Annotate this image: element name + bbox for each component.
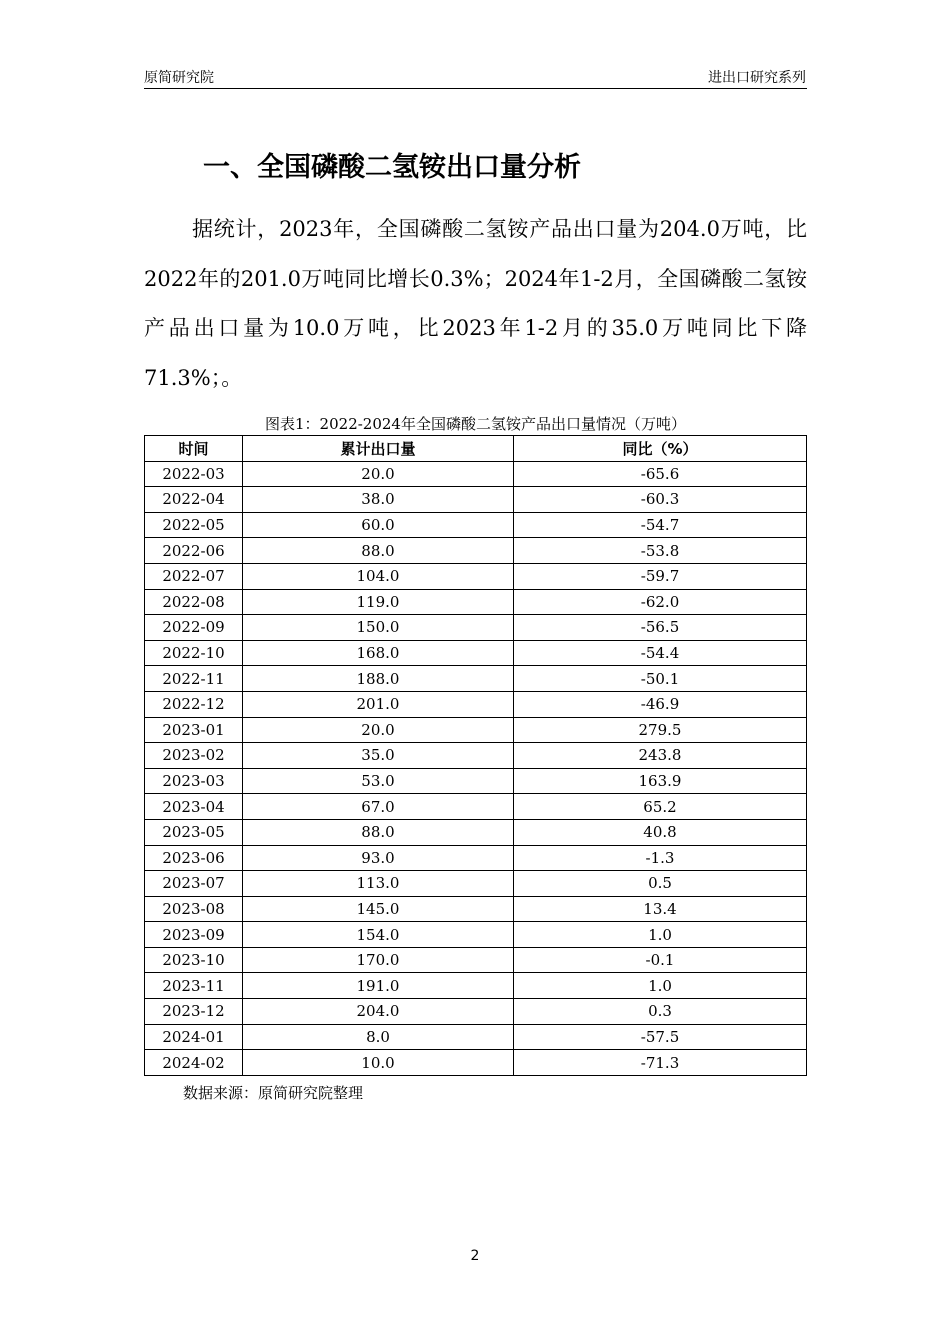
cell-cumulative-export: 93.0: [243, 845, 514, 871]
header-org-name: 原简研究院: [144, 70, 214, 86]
cell-yoy: -1.3: [514, 845, 807, 871]
cell-cumulative-export: 35.0: [243, 743, 514, 769]
cell-yoy: -71.3: [514, 1050, 807, 1076]
table-row: [145, 691, 807, 717]
cell-time: 2023-09: [145, 922, 243, 948]
table-row: [145, 896, 807, 922]
cell-time: 2022-04: [145, 487, 243, 513]
cell-time: 2023-08: [145, 896, 243, 922]
cell-cumulative-export: 204.0: [243, 999, 514, 1025]
cell-cumulative-export: 20.0: [243, 717, 514, 743]
table-caption: 图表1：2022-2024年全国磷酸二氢铵产品出口量情况（万吨）: [265, 415, 686, 433]
cell-time: 2022-08: [145, 589, 243, 615]
cell-yoy: -0.1: [514, 947, 807, 973]
header-series-name: 进出口研究系列: [708, 70, 806, 86]
table-row: [145, 1050, 807, 1076]
table-row: [145, 640, 807, 666]
column-header-yoy: 同比（%）: [514, 436, 807, 462]
cell-yoy: 0.5: [514, 871, 807, 897]
table-header-row: [145, 436, 807, 462]
cell-yoy: 13.4: [514, 896, 807, 922]
cell-cumulative-export: 170.0: [243, 947, 514, 973]
table-row: [145, 973, 807, 999]
cell-cumulative-export: 201.0: [243, 691, 514, 717]
cell-time: 2023-11: [145, 973, 243, 999]
cell-yoy: 1.0: [514, 973, 807, 999]
cell-cumulative-export: 150.0: [243, 615, 514, 641]
cell-yoy: 0.3: [514, 999, 807, 1025]
cell-time: 2022-12: [145, 691, 243, 717]
table-row: [145, 538, 807, 564]
cell-time: 2023-02: [145, 743, 243, 769]
cell-yoy: 1.0: [514, 922, 807, 948]
cell-time: 2022-05: [145, 512, 243, 538]
cell-yoy: 243.8: [514, 743, 807, 769]
table-row: [145, 717, 807, 743]
cell-yoy: 65.2: [514, 794, 807, 820]
cell-time: 2023-06: [145, 845, 243, 871]
data-source-note: 数据来源：原简研究院整理: [183, 1084, 364, 1102]
cell-time: 2024-01: [145, 1024, 243, 1050]
cell-time: 2022-09: [145, 615, 243, 641]
cell-time: 2024-02: [145, 1050, 243, 1076]
body-paragraph: 据统计，2023年，全国磷酸二氢铵产品出口量为204.0万吨，比2022年的201.0万吨同比增长0.3%；2024年1-2月，全国磷酸二氢铵产品出口量为10.0万吨，比2023年1-2月的35.0万吨同比下降71.3%；。: [144, 217, 807, 390]
table-body: [145, 461, 807, 1075]
cell-cumulative-export: 154.0: [243, 922, 514, 948]
cell-time: 2023-10: [145, 947, 243, 973]
table-row: [145, 1024, 807, 1050]
cell-yoy: -62.0: [514, 589, 807, 615]
cell-time: 2022-11: [145, 666, 243, 692]
cell-time: 2023-05: [145, 819, 243, 845]
cell-cumulative-export: 168.0: [243, 640, 514, 666]
table-row: [145, 819, 807, 845]
cell-time: 2023-04: [145, 794, 243, 820]
table-row: [145, 589, 807, 615]
cell-time: 2022-10: [145, 640, 243, 666]
cell-yoy: 163.9: [514, 768, 807, 794]
cell-cumulative-export: 60.0: [243, 512, 514, 538]
cell-yoy: -46.9: [514, 691, 807, 717]
cell-yoy: -56.5: [514, 615, 807, 641]
table-row: [145, 947, 807, 973]
cell-cumulative-export: 191.0: [243, 973, 514, 999]
section-title: 一、全国磷酸二氢铵出口量分析: [203, 152, 581, 183]
column-header-cumulative-export: 累计出口量: [243, 436, 514, 462]
table-row: [145, 666, 807, 692]
table-row: [145, 461, 807, 487]
cell-cumulative-export: 145.0: [243, 896, 514, 922]
cell-yoy: -57.5: [514, 1024, 807, 1050]
cell-cumulative-export: 119.0: [243, 589, 514, 615]
table-row: [145, 743, 807, 769]
cell-yoy: -54.4: [514, 640, 807, 666]
cell-cumulative-export: 10.0: [243, 1050, 514, 1076]
cell-yoy: -54.7: [514, 512, 807, 538]
export-table: [144, 435, 807, 1076]
header-divider: [144, 88, 807, 89]
cell-time: 2023-03: [145, 768, 243, 794]
cell-yoy: -53.8: [514, 538, 807, 564]
table-row: [145, 563, 807, 589]
table-row: [145, 871, 807, 897]
table-row: [145, 794, 807, 820]
cell-yoy: 40.8: [514, 819, 807, 845]
cell-yoy: -50.1: [514, 666, 807, 692]
cell-time: 2022-07: [145, 563, 243, 589]
cell-cumulative-export: 88.0: [243, 819, 514, 845]
cell-cumulative-export: 8.0: [243, 1024, 514, 1050]
table-row: [145, 487, 807, 513]
cell-cumulative-export: 20.0: [243, 461, 514, 487]
cell-cumulative-export: 88.0: [243, 538, 514, 564]
cell-yoy: -60.3: [514, 487, 807, 513]
cell-time: 2023-01: [145, 717, 243, 743]
page-number: 2: [470, 1248, 480, 1264]
cell-yoy: -59.7: [514, 563, 807, 589]
table-row: [145, 922, 807, 948]
cell-cumulative-export: 113.0: [243, 871, 514, 897]
cell-time: 2023-12: [145, 999, 243, 1025]
cell-cumulative-export: 38.0: [243, 487, 514, 513]
cell-time: 2022-06: [145, 538, 243, 564]
cell-yoy: -65.6: [514, 461, 807, 487]
cell-time: 2023-07: [145, 871, 243, 897]
column-header-time: 时间: [145, 436, 243, 462]
cell-cumulative-export: 104.0: [243, 563, 514, 589]
table-row: [145, 845, 807, 871]
cell-time: 2022-03: [145, 461, 243, 487]
table-row: [145, 512, 807, 538]
table-row: [145, 768, 807, 794]
cell-yoy: 279.5: [514, 717, 807, 743]
table-row: [145, 999, 807, 1025]
cell-cumulative-export: 188.0: [243, 666, 514, 692]
table-row: [145, 615, 807, 641]
cell-cumulative-export: 53.0: [243, 768, 514, 794]
cell-cumulative-export: 67.0: [243, 794, 514, 820]
